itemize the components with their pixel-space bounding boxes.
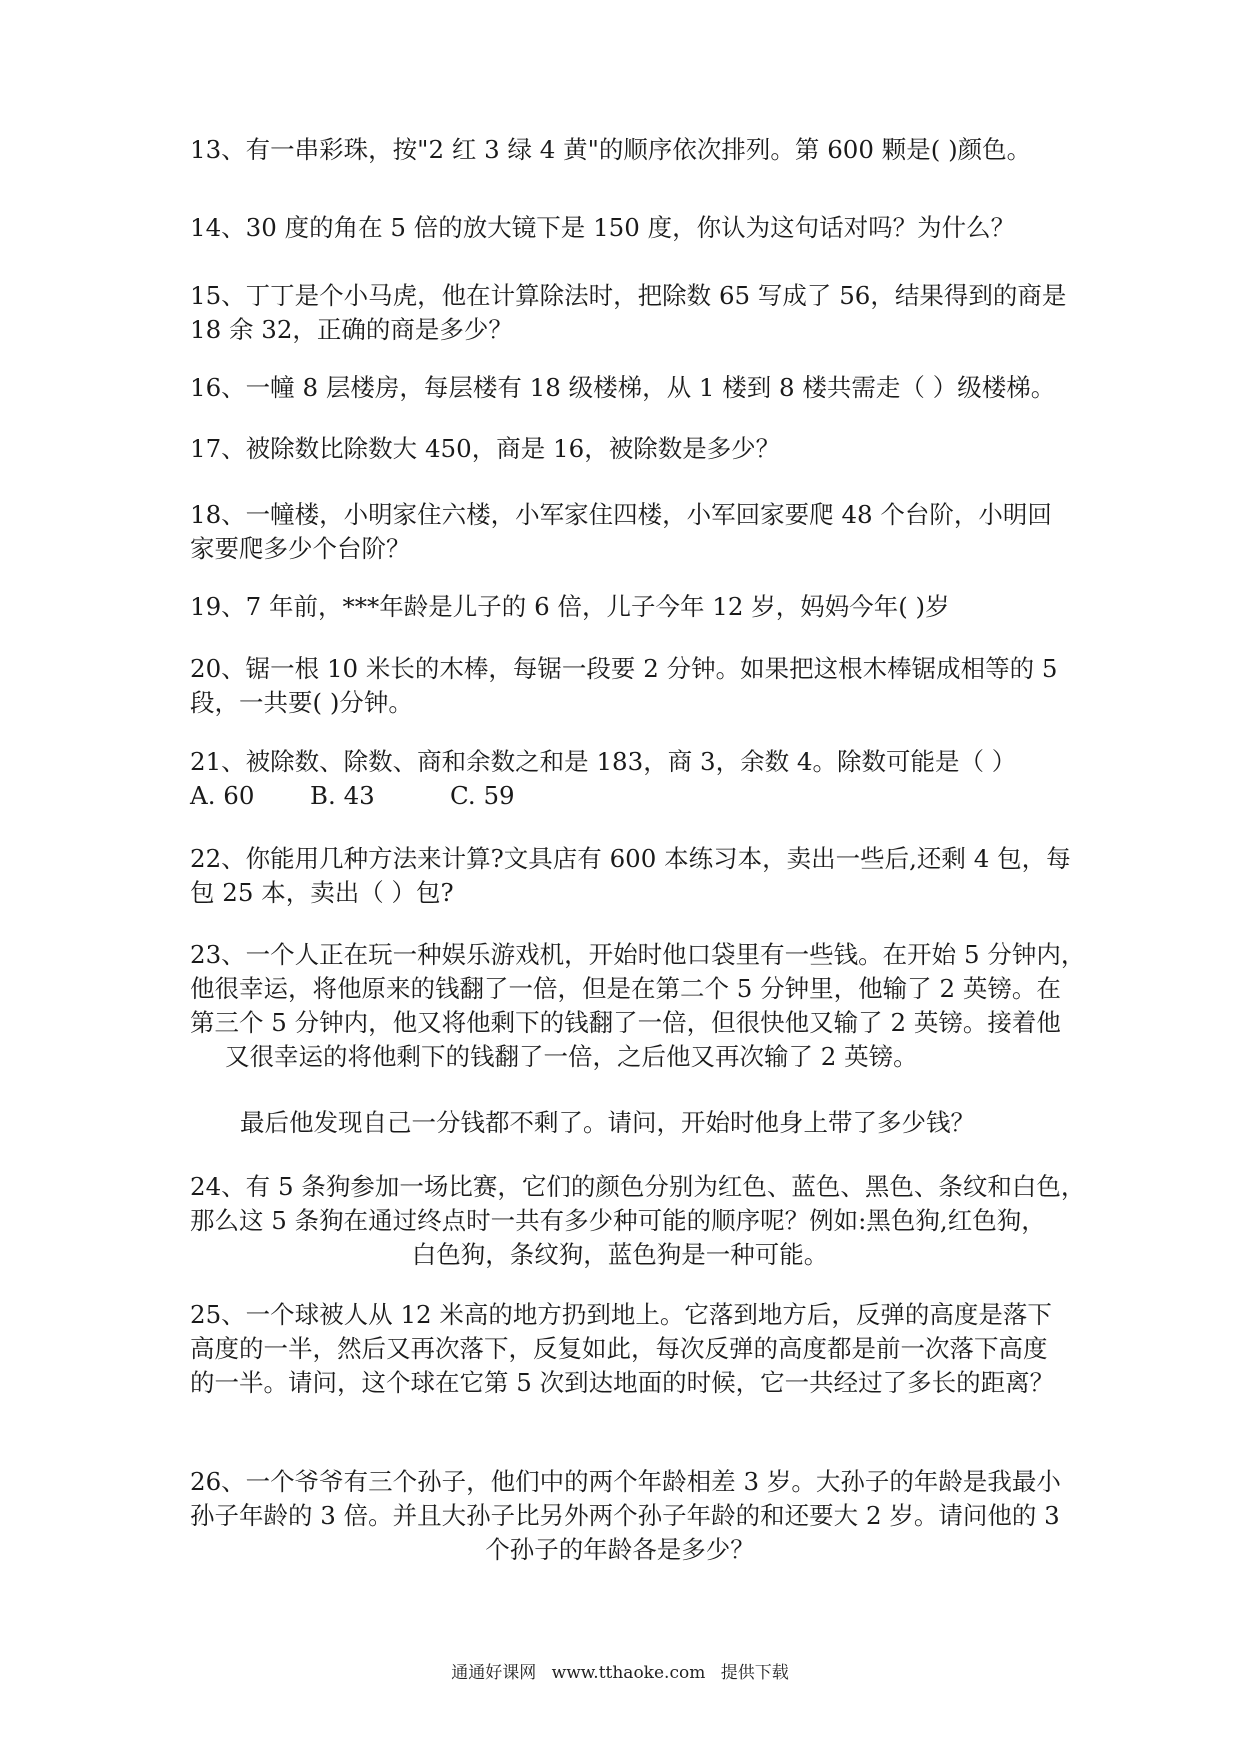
question-14-line-1: 14、30 度的角在 5 倍的放大镜下是 150 度，你认为这句话对吗？为什么？ (190, 213, 1016, 242)
question-17-line-1: 17、被除数比除数大 450，商是 16，被除数是多少？ (190, 434, 781, 463)
question-23-line-2: 他很幸运，将他原来的钱翻了一倍，但是在第二个 5 分钟里，他输了 2 英镑。在 (190, 974, 1061, 1003)
question-25-line-1: 25、一个球被人从 12 米高的地方扔到地上。它落到地方后，反弹的高度是落下 (190, 1300, 1052, 1329)
question-24-line-3: 白色狗，条纹狗，蓝色狗是一种可能。 (411, 1240, 829, 1269)
footer-url[interactable]: www.tthaoke.com (551, 1663, 706, 1683)
question-25-line-3: 的一半。请问，这个球在它第 5 次到达地面的时候，它一共经过了多长的距离？ (190, 1368, 1055, 1397)
question-15-line-2: 18 余 32，正确的商是多少？ (190, 315, 513, 344)
question-20-line-2: 段，一共要( )分钟。 (190, 688, 413, 717)
question-19-line-1: 19、7 年前，***年龄是儿子的 6 倍，儿子今年 12 岁，妈妈今年( )岁 (190, 592, 950, 621)
question-15-line-1: 15、丁丁是个小马虎，他在计算除法时，把除数 65 写成了 56，结果得到的商是 (190, 281, 1067, 310)
question-22-line-2: 包 25 本，卖出（ ）包? (190, 878, 454, 907)
question-23-line-3: 第三个 5 分钟内，他又将他剩下的钱翻了一倍，但很快他又输了 2 英镑。接着他 (190, 1008, 1061, 1037)
question-23-line-1: 23、一个人正在玩一种娱乐游戏机，开始时他口袋里有一些钱。在开始 5 分钟内， (190, 940, 1086, 969)
question-16-line-1: 16、一幢 8 层楼房，每层楼有 18 级楼梯，从 1 楼到 8 楼共需走（ ）级楼梯。 (190, 373, 1056, 402)
question-23-line-4: 又很幸运的将他剩下的钱翻了一倍，之后他又再次输了 2 英镑。 (225, 1042, 918, 1071)
question-18-line-2: 家要爬多少个台阶？ (190, 534, 411, 563)
question-23-line-5: 最后他发现自己一分钱都不剩了。请问，开始时他身上带了多少钱？ (240, 1108, 975, 1137)
question-26-line-2: 孙子年龄的 3 倍。并且大孙子比另外两个孙子年龄的和还要大 2 岁。请问他的 3 (190, 1501, 1060, 1530)
option-a: A. 60 (190, 781, 255, 810)
question-24-line-2: 那么这 5 条狗在通过终点时一共有多少种可能的顺序呢？例如:黑色狗,红色狗， (190, 1206, 1046, 1235)
question-22-line-1: 22、你能用几种方法来计算?文具店有 600 本练习本，卖出一些后,还剩 4 包，每 (190, 844, 1071, 873)
question-24-line-1: 24、有 5 条狗参加一场比赛，它们的颜色分别为红色、蓝色、黑色、条纹和白色， (190, 1172, 1086, 1201)
footer-site-name: 通通好课网 (451, 1663, 537, 1683)
footer-suffix: 提供下载 (720, 1663, 789, 1683)
question-25-line-2: 高度的一半，然后又再次落下，反复如此，每次反弹的高度都是前一次落下高度 (190, 1334, 1048, 1363)
question-20-line-1: 20、锯一根 10 米长的木棒，每锯一段要 2 分钟。如果把这根木棒锯成相等的 5 (190, 654, 1058, 683)
option-b: B. 43 (310, 781, 375, 810)
question-26-line-3: 个孙子的年龄各是多少？ (485, 1535, 755, 1564)
option-c: C. 59 (450, 781, 515, 810)
question-21-line-1: 21、被除数、除数、商和余数之和是 183，商 3，余数 4。除数可能是（ ） (190, 747, 1017, 776)
question-13-line-1: 13、有一串彩珠，按"2 红 3 绿 4 黄"的顺序依次排列。第 600 颗是( )颜色。 (190, 135, 1032, 164)
page-footer (0, 1661, 1240, 1685)
question-26-line-1: 26、一个爷爷有三个孙子，他们中的两个年龄相差 3 岁。大孙子的年龄是我最小 (190, 1467, 1061, 1496)
question-18-line-1: 18、一幢楼，小明家住六楼，小军家住四楼，小军回家要爬 48 个台阶，小明回 (190, 500, 1052, 529)
